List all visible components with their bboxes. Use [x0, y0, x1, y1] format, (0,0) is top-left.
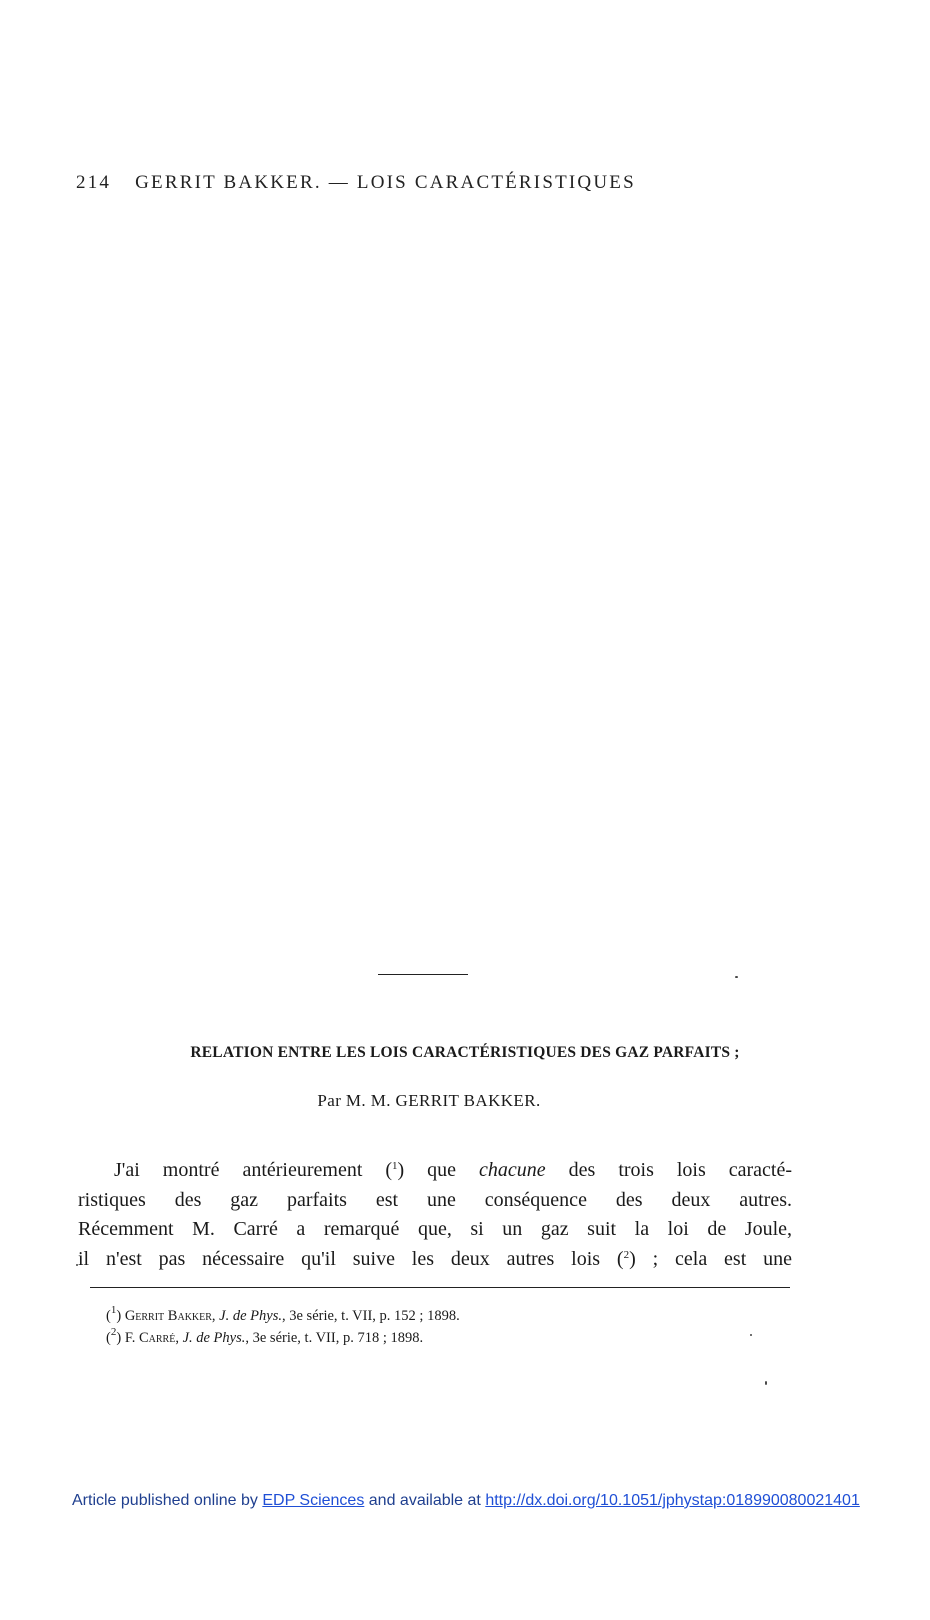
scan-speck	[735, 976, 738, 978]
page-number: 214	[76, 172, 112, 193]
doi-link[interactable]: http://dx.doi.org/10.1051/jphystap:018990080021401	[485, 1492, 860, 1509]
body-line: ristiques des gaz parfaits est une conséquence des deux autres.	[78, 1188, 792, 1211]
footnote: ($^2$) F. Carré, J. de Phys., 3e série, t. VII, p. 718 ; 1898.	[106, 1326, 424, 1346]
footnote-ref: 1	[392, 1160, 398, 1172]
footnote-ref: 2	[623, 1248, 630, 1261]
footnote: ($^1$) Gerrit Bakker, J. de Phys., 3e série, t. VII, p. 152 ; 1898.	[106, 1304, 460, 1324]
footnote-journal: J. de Phys.	[219, 1308, 282, 1324]
running-head	[76, 172, 636, 194]
body-line: il n'est pas nécessaire qu'il suive les deux autres lois ($^2$) ; cela est une	[78, 1247, 792, 1270]
footnotes	[106, 1305, 460, 1349]
body-line: Récemment M. Carré a remarqué que, si un gaz suit la loi de Joule,	[78, 1218, 792, 1240]
running-head-title: GERRIT BAKKER. — LOIS CARACTÉRISTIQUES	[135, 172, 636, 193]
emphasis: chacune	[479, 1159, 546, 1181]
article-byline: Par M. M. GERRIT BAKKER.	[317, 1091, 541, 1110]
footnote-journal: J. de Phys.	[182, 1330, 246, 1346]
publisher-link[interactable]: EDP Sciences	[262, 1492, 365, 1509]
body-line: J'ai montré antérieurement ($^1$) que chacune des trois lois caracté-	[114, 1159, 793, 1181]
section-separator-rule	[378, 974, 468, 975]
footnote-author: F. Carré	[124, 1330, 176, 1346]
footnote-author: Gerrit Bakker	[124, 1308, 212, 1324]
published-notice: Article published online by EDP Sciences and available at http://dx.doi.org/10.1051/jphystap:018990080021401	[72, 1492, 860, 1509]
scan-speck	[765, 1381, 767, 1385]
footnote-rule	[90, 1287, 790, 1288]
article-title: RELATION ENTRE LES LOIS CARACTÉRISTIQUES DES GAZ PARFAITS ;	[190, 1044, 740, 1061]
scan-speck	[750, 1334, 752, 1336]
body-paragraph	[78, 1156, 792, 1274]
